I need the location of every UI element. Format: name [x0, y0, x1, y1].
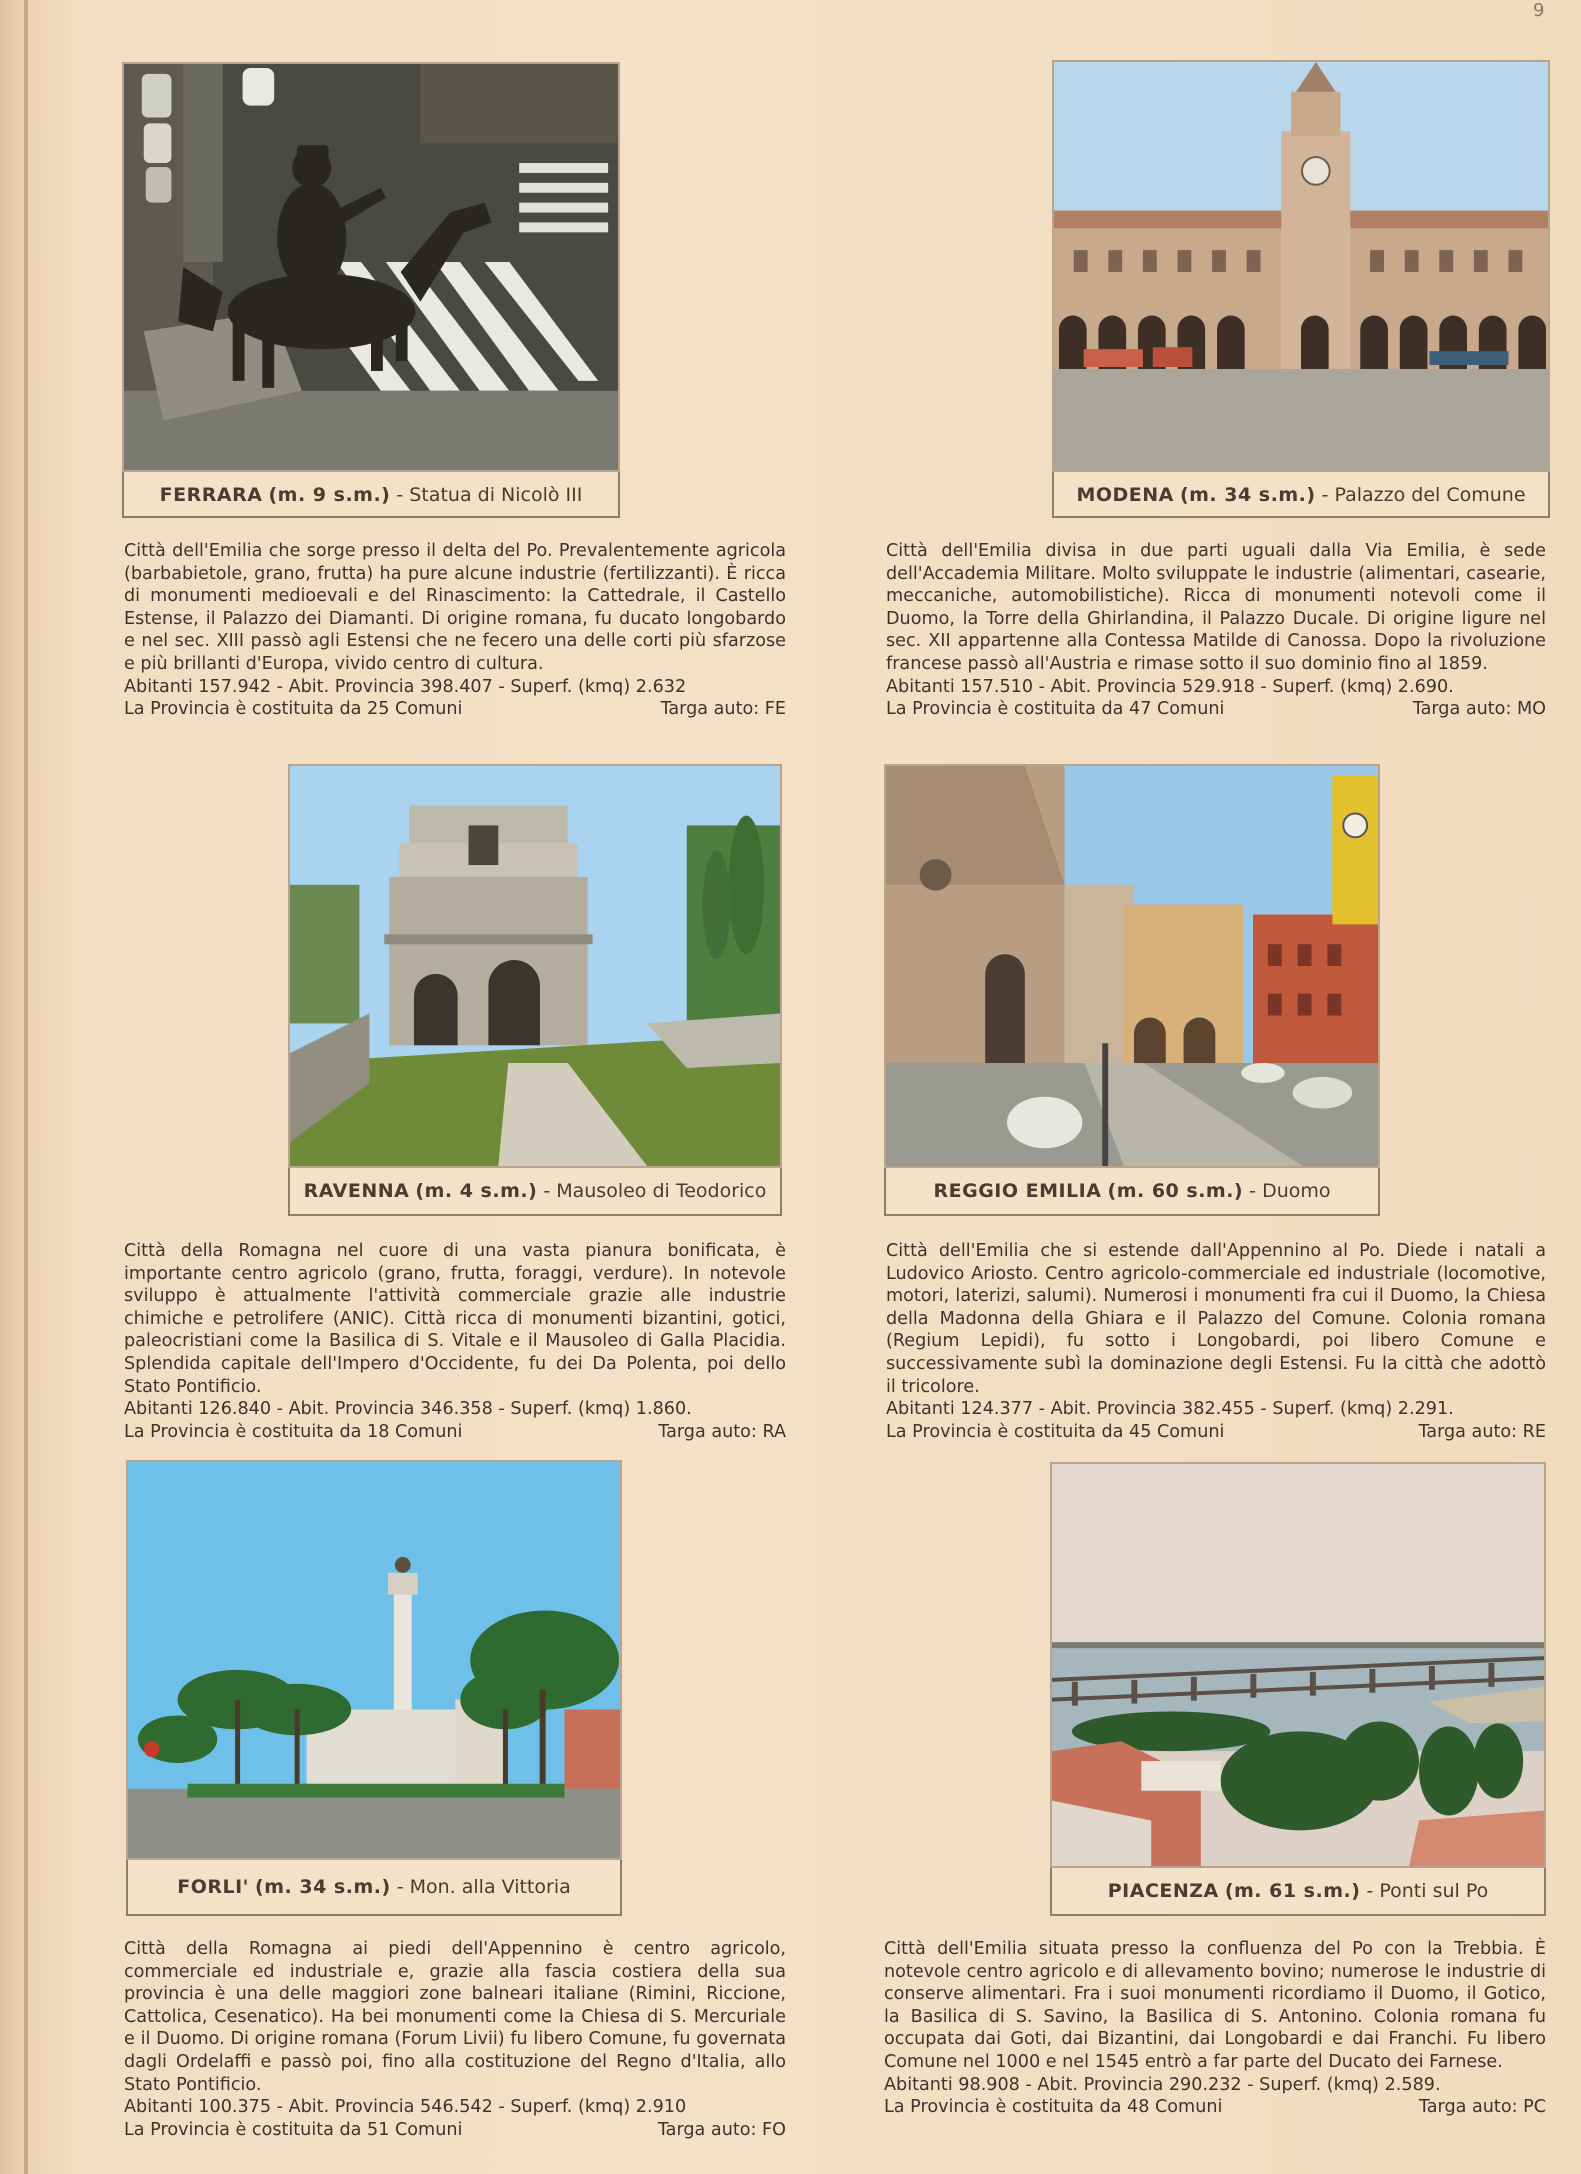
city-description: Città della Romagna ai piedi dell'Appennino è centro agricolo, commerciale ed industriale e, grazie alla fascia costiera della sua provincia è una delle maggiori zone balneari italiane (Rimini, Riccione, Cattolica, Cesenatico). Ha bei monumenti come la Chiesa di S. Mercuriale e il Duomo. Di origine romana (Forum Livii) fu libero Comune, fu governata dagli Ordelaffi e passò poi, fino alla costituzione del Regno d'Italia, allo Stato Pontificio. — [124, 1939, 786, 2095]
photo-ravenna-mausoleum — [288, 764, 782, 1168]
city-altitude: (m. 9 s.m.) — [268, 484, 391, 506]
plate-code: Targa auto: MO — [1412, 699, 1546, 720]
city-card-modena — [1052, 60, 1550, 518]
description-reggio-emilia — [886, 1240, 1546, 1443]
city-altitude: (m. 60 s.m.) — [1107, 1180, 1244, 1202]
city-stats: Abitanti 98.908 - Abit. Provincia 290.232 - Superf. (kmq) 2.589. — [884, 2074, 1441, 2095]
photo-forli-monument — [126, 1460, 622, 1860]
province-info: La Provincia è costituita da 51 Comuni — [124, 2119, 463, 2140]
city-name: FORLI' — [177, 1876, 249, 1898]
caption-piacenza — [1050, 1868, 1546, 1916]
city-altitude: (m. 34 s.m.) — [1179, 484, 1316, 506]
city-description: Città dell'Emilia divisa in due parti uguali dalla Via Emilia, è sede dell'Accademia Militare. Molto sviluppate le industrie (alimentari, casearie, meccaniche, automobilistiche). Ricca di monumenti notevoli come il Duomo, la Torre della Ghirlandina, il Palazzo Ducale. Di origine ligure nel sec. XII appartenne alla Contessa Matilde di Canossa. Dopo la rivoluzione francese passò all'Austria e rimase sotto il suo dominio fino al 1859. — [886, 541, 1546, 674]
city-stats: Abitanti 126.840 - Abit. Provincia 346.358 - Superf. (kmq) 1.860. — [124, 1399, 692, 1420]
city-card-reggio-emilia — [884, 764, 1380, 1216]
photo-ferrara-statue — [122, 62, 620, 472]
photo-subject: - Mausoleo di Teodorico — [543, 1180, 767, 1202]
city-name: PIACENZA — [1107, 1880, 1219, 1902]
photo-subject: - Ponti sul Po — [1366, 1880, 1489, 1902]
plate-code: Targa auto: FO — [657, 2119, 786, 2140]
city-altitude: (m. 61 s.m.) — [1224, 1880, 1361, 1902]
city-card-piacenza — [1050, 1462, 1546, 1916]
plate-code: Targa auto: FE — [660, 699, 786, 720]
caption-modena — [1052, 472, 1550, 518]
city-name: REGGIO EMILIA — [933, 1180, 1102, 1202]
province-info: La Provincia è costituita da 18 Comuni — [124, 1421, 463, 1442]
plate-code: Targa auto: RA — [658, 1421, 786, 1442]
city-stats: Abitanti 157.510 - Abit. Provincia 529.918 - Superf. (kmq) 2.690. — [886, 676, 1454, 697]
caption-forli — [126, 1860, 622, 1916]
photo-piacenza-bridges — [1050, 1462, 1546, 1868]
city-description: Città della Romagna nel cuore di una vasta pianura bonificata, è importante centro agricolo (grano, frutta, foraggi, verdure). In notevole sviluppo è attualmente l'attività commerciale grazie alle industrie chimiche e petrolifere (ANIC). Città ricca di monumenti bizantini, gotici, paleocristiani come la Basilica di S. Vitale e il Mausoleo di Galla Placidia. Splendida capitale dell'Impero d'Occidente, fu dei Da Polenta, poi dello Stato Pontificio. — [124, 1241, 786, 1397]
page-number: 9 — [1533, 0, 1545, 21]
province-info: La Provincia è costituita da 45 Comuni — [886, 1421, 1225, 1442]
city-stats: Abitanti 157.942 - Abit. Provincia 398.407 - Superf. (kmq) 2.632 — [124, 676, 687, 697]
page-binding-fold — [24, 0, 28, 2174]
province-info: La Provincia è costituita da 25 Comuni — [124, 699, 463, 720]
caption-reggio-emilia — [884, 1168, 1380, 1216]
photo-subject: - Mon. alla Vittoria — [396, 1876, 571, 1898]
city-description: Città dell'Emilia che sorge presso il delta del Po. Prevalentemente agricola (barbabietole, grano, frutta) ha pure alcune industrie (fertilizzanti). È ricca di monumenti medioevali e del Rinascimento: la Cattedrale, il Castello Estense, il Palazzo dei Diamanti. Di origine romana, fu ducato longobardo e nel sec. XIII passò agli Estensi che ne fecero una delle corti più sfarzose e più brillanti d'Europa, vivido centro di cultura. — [124, 541, 786, 674]
photo-subject: - Statua di Nicolò III — [396, 484, 583, 506]
city-name: RAVENNA — [303, 1180, 410, 1202]
province-info: La Provincia è costituita da 48 Comuni — [884, 2097, 1223, 2118]
city-card-ravenna — [288, 764, 782, 1216]
caption-ravenna — [288, 1168, 782, 1216]
city-stats: Abitanti 124.377 - Abit. Provincia 382.455 - Superf. (kmq) 2.291. — [886, 1399, 1454, 1420]
city-altitude: (m. 4 s.m.) — [415, 1180, 538, 1202]
plate-code: Targa auto: PC — [1418, 2097, 1546, 2118]
city-altitude: (m. 34 s.m.) — [255, 1876, 391, 1898]
city-card-ferrara — [122, 62, 620, 518]
plate-code: Targa auto: RE — [1418, 1421, 1546, 1442]
photo-reggio-duomo — [884, 764, 1380, 1168]
photo-modena-palazzo — [1052, 60, 1550, 472]
photo-subject: - Palazzo del Comune — [1321, 484, 1526, 506]
description-piacenza — [884, 1938, 1546, 2119]
description-ravenna — [124, 1240, 786, 1443]
description-forli — [124, 1938, 786, 2141]
photo-subject: - Duomo — [1249, 1180, 1331, 1202]
city-stats: Abitanti 100.375 - Abit. Provincia 546.542 - Superf. (kmq) 2.910 — [124, 2097, 687, 2118]
city-name: MODENA — [1076, 484, 1174, 506]
description-ferrara — [124, 540, 786, 721]
description-modena — [886, 540, 1546, 721]
city-name: FERRARA — [159, 484, 263, 506]
city-description: Città dell'Emilia che si estende dall'Appennino al Po. Diede i natali a Ludovico Ariosto. Centro agricolo-commerciale ed industriale (locomotive, motori, laterizi, salumi). Numerosi i monumenti fra cui il Duomo, la Chiesa della Madonna della Ghiara e il Palazzo del Comune. Colonia romana (Regium Lepidi), fu sotto i Longobardi, poi libero Comune e successivamente subì la dominazione degli Estensi. Fu la città che adottò il tricolore. — [886, 1241, 1546, 1397]
city-description: Città dell'Emilia situata presso la confluenza del Po con la Trebbia. È notevole centro agricolo e di allevamento bovino; numerose le industrie di conserve alimentari. Fra i suoi monumenti ricordiamo il Duomo, il Gotico, la Basilica di S. Savino, la Basilica di S. Antonino. Colonia romana fu occupata dai Goti, dai Bizantini, dai Longobardi e dai Franchi. Fu libero Comune nel 1000 e nel 1545 entrò a far parte del Ducato dei Farnese. — [884, 1939, 1546, 2072]
city-card-forli — [126, 1460, 622, 1916]
caption-ferrara — [122, 472, 620, 518]
province-info: La Provincia è costituita da 47 Comuni — [886, 699, 1225, 720]
